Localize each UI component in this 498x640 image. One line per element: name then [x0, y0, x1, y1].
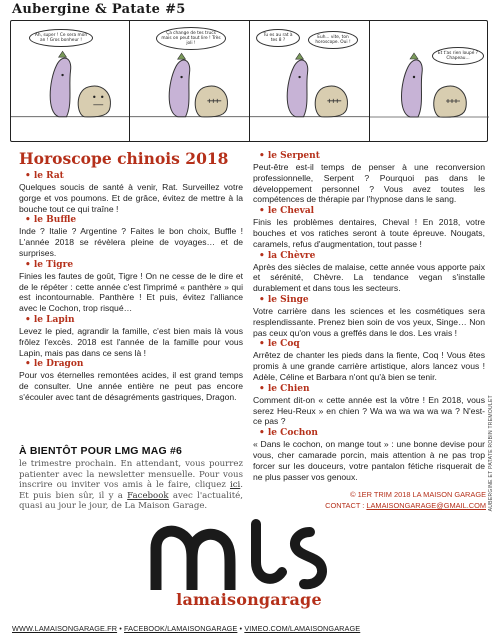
sign-block-serpent — [253, 151, 485, 205]
sign-text: Quelques soucis de santé à venir, Rat. Surveillez votre gorge et vos poumons. Et de grâce, évitez de mettre à la bouche tout ce qui traîne ! — [19, 182, 243, 214]
bientot-text-part-1: le trimestre prochain. En attendant, vous pourrez patienter avec la newsletter mensuelle. Pour vous inscrire ou inviter vos amis à le faire, cliquez — [19, 459, 243, 491]
sign-name: • le Cochon — [259, 428, 318, 439]
newsletter-link[interactable]: ici — [229, 480, 241, 491]
sign-block-chien — [253, 384, 485, 427]
sign-name: • le Singe — [259, 294, 309, 305]
speech-bubble-1: Ah, super ! Ce sera mon an ! Gros bonheur ! — [29, 29, 93, 47]
comic-panel-2 — [130, 21, 250, 141]
copyright-block — [325, 489, 486, 511]
bientot-text-part-3: avec l'actualité, quasi au jour le jour, de La Maison Garage. — [19, 490, 243, 512]
sign-name: • le Cheval — [259, 206, 315, 217]
sign-block-cochon — [253, 428, 485, 482]
contact-line — [325, 500, 486, 511]
sign-text: Comment dit-on « cette année est la vôtre ! En 2018, vous serez Heu-Reux » en chien ? Wa wa wa wa wa wa ? N'est-ce pas ? — [253, 394, 485, 427]
sign-name: • le Serpent — [259, 151, 320, 161]
comic-panel-4-art — [370, 21, 489, 141]
bientot-text — [19, 459, 243, 512]
sign-text: Pour vos éternelles remontées acides, il est grand temps de consulter. Une année entière ne peut pas encore s'écouler avec tant de désagréments gastriques, Dragon. — [19, 370, 243, 402]
sign-block-tigre — [19, 260, 243, 314]
facebook-page-link[interactable]: FACEBOOK/LAMAISONGARAGE — [124, 624, 238, 633]
copyright-line: © 1ER TRIM 2018 LA MAISON GARAGE — [350, 490, 486, 499]
sign-block-buffle — [19, 215, 243, 258]
contact-label: CONTACT : — [325, 501, 367, 510]
sign-block-singe — [253, 295, 485, 338]
horoscope-title: Horoscope chinois 2018 — [19, 149, 229, 168]
sign-name: • le Buffle — [25, 215, 77, 226]
sign-text: Finis les problèmes dentaires, Cheval ! En 2018, votre bouches et vos ratiches seront à toute épreuve. Nougats, caramels, refus d'augmentation, tout passe ! — [253, 217, 485, 249]
sign-block-cheval — [253, 206, 485, 249]
speech-bubble-2: Ça change de tes trucs mais on peut tout lire ! Très joli ! — [156, 27, 226, 50]
sign-text: Arrêtez de chanter les pieds dans la fiente, Coq ! Vous êtes promis à une grande carrière artistique, alors lancez vous ! Adèle, Céline et Barbara n'ont qu'à bien se tenir. — [253, 350, 485, 382]
vimeo-link[interactable]: VIMEO.COM/LAMAISONGARAGE — [244, 624, 361, 633]
sign-text: Après des siècles de malaise, cette année vous apporte paix et sérénité, Chèvre. La tendance vegan s'installe durablement et dans tous les secteurs. — [253, 261, 485, 294]
sign-text: Peut-être est-il temps de penser à une reconversion professionnelle, Serpent ? Pourquoi pas dans le développement personnel ? Vous avez toutes les compétences de thérapie par l'hypnose dans le sang. — [253, 162, 485, 205]
bientot-text-part-2: . Et puis bien sûr, il y a — [19, 480, 243, 501]
sign-name: • le Coq — [259, 339, 300, 350]
speech-bubble-4: Euh... vite, ton horoscope. Oui ! — [308, 31, 358, 49]
horoscope-left-column — [19, 149, 243, 404]
footer-separator: • — [237, 624, 245, 633]
sign-name: • le Lapin — [25, 314, 75, 325]
sign-name: • la Chèvre — [259, 250, 316, 261]
comic-title: Aubergine & Patate #5 — [12, 2, 186, 17]
comic-credit: AUBERGINE ET PATATE ROBIN TREMOULET — [488, 395, 494, 512]
sign-block-lapin — [19, 315, 243, 358]
logo-mark — [150, 518, 350, 590]
sign-block-rat — [19, 171, 243, 214]
comic-strip — [10, 20, 488, 142]
sign-text: Inde ? Italie ? Argentine ? Faites le bon choix, Buffle ! L'année 2018 se révèlera pleine de voyages… et de surprises. — [19, 226, 243, 258]
facebook-link[interactable]: Facebook — [127, 490, 169, 501]
footer-separator: • — [117, 624, 124, 633]
speech-bubble-5: Et t'as rien loupé ? Chapeau... — [432, 47, 484, 65]
sign-text: Finies les fautes de goût, Tigre ! On ne cesse de le dire et de le répéter : cette année c'est l'imprimé « panthère » qui est incontournable. Panthère ! Et puis, évitez l'alliance avec le Cochon, trop risqué… — [19, 270, 243, 314]
sign-text: « Dans le cochon, on mange tout » : une bonne devise pour vous, cher camarade porcin, mais attention à ne pas trop forcer sur les douceurs, votre pantalon fétiche risquerait de ne plus passer vos genoux. — [253, 439, 485, 482]
sign-name: • le Chien — [259, 383, 310, 394]
horoscope-right-column — [253, 151, 485, 483]
website-link[interactable]: WWW.LAMAISONGARAGE.FR — [12, 624, 118, 633]
comic-panel-1 — [11, 21, 130, 141]
contact-email-link[interactable]: LAMAISONGARAGE@GMAIL.COM — [366, 501, 486, 510]
speech-bubble-3: Tu es au rat à tes 8 ? — [256, 29, 300, 47]
sign-block-dragon — [19, 359, 243, 402]
logo-text: lamaisongarage — [176, 590, 322, 609]
sign-block-chevre — [253, 251, 485, 294]
sign-block-coq — [253, 339, 485, 382]
sign-name: • le Dragon — [25, 359, 84, 370]
comic-panel-4 — [370, 21, 489, 141]
sign-text: Levez le pied, agrandir la famille, c'est bien mais là vous frôlez l'excès. 2018 est l'année de la famille pour vous Lapin, mais pas dans ce sens là ! — [19, 325, 243, 358]
footer-links — [12, 624, 360, 633]
bientot-title: À BIENTÔT POUR LMG MAG #6 — [19, 445, 183, 457]
sign-name: • le Tigre — [25, 259, 74, 270]
sign-name: • le Rat — [25, 171, 64, 181]
sign-text: Votre carrière dans les sciences et les cosmétiques sera resplendissante. Prenez bien soin de vos yeux, Singe… Non pas ceux qu'on vous a greffés dans le dos. Les vrais ! — [253, 305, 485, 338]
comic-panel-3 — [250, 21, 370, 141]
